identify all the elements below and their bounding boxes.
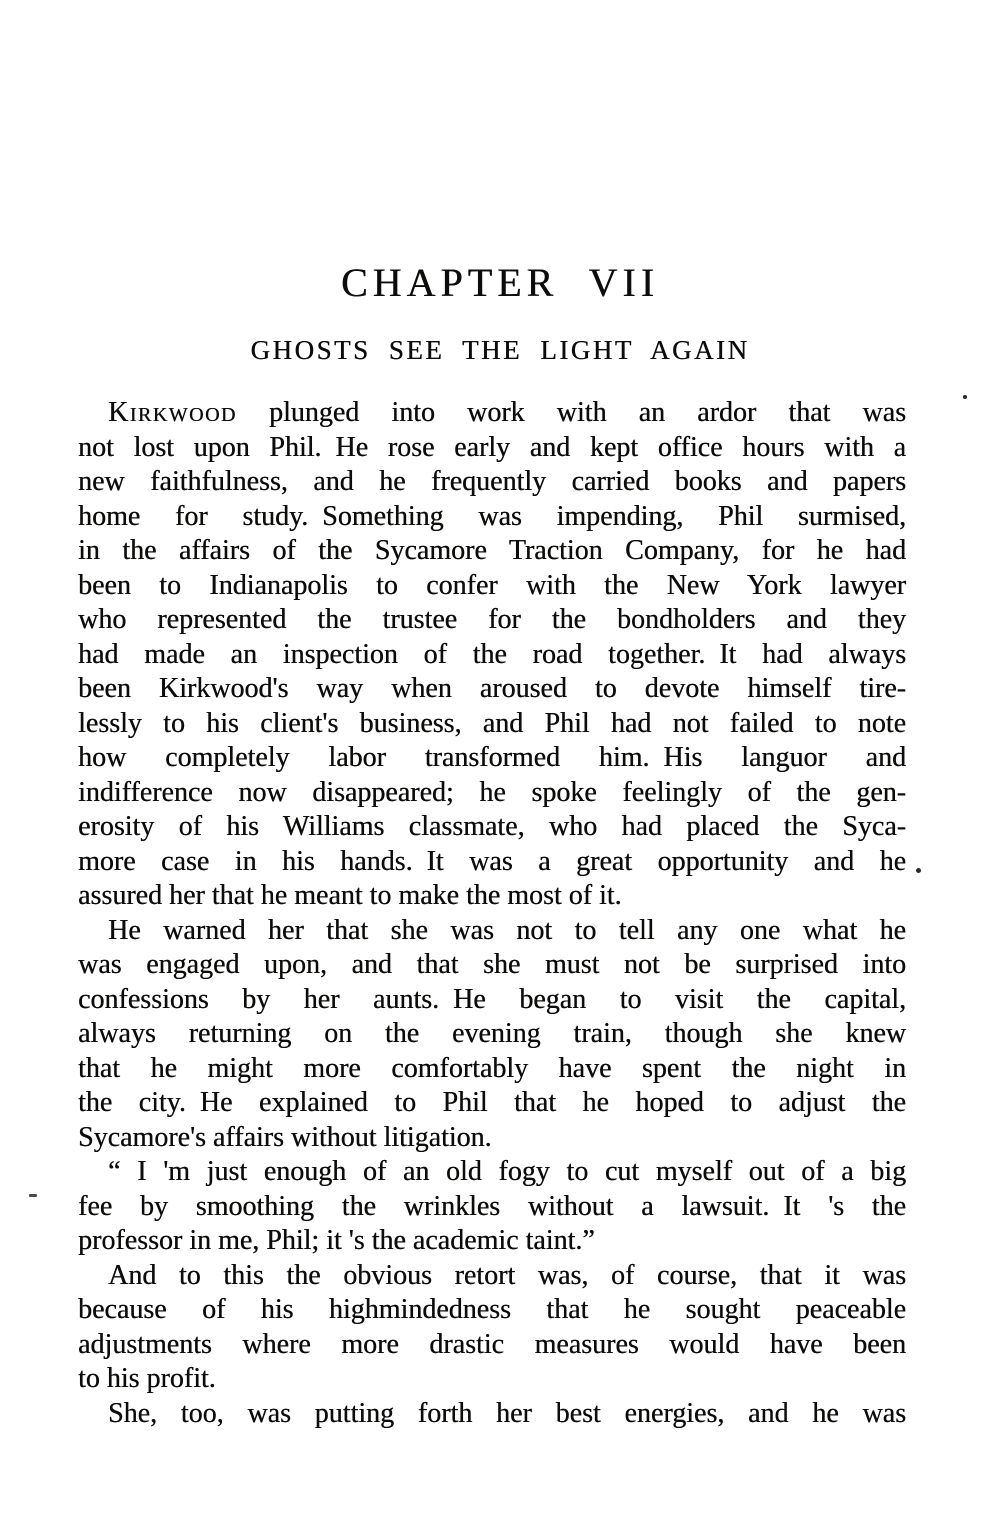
scan-speck	[29, 1194, 37, 1197]
text-line: was engaged upon, and that she must not be surprised into	[78, 949, 906, 980]
text-line: professor in me, Phil; it 's the academic taint.”	[78, 1225, 595, 1256]
scan-speck	[963, 395, 967, 399]
text-line: He warned her that she was not to tell any one what he	[108, 914, 906, 946]
text-line: new faithfulness, and he frequently carried books and papers	[78, 466, 906, 497]
text-line: And to this the obvious retort was, of course, that it was	[108, 1259, 906, 1291]
text-line: the city. He explained to Phil that he hoped to adjust the	[78, 1087, 906, 1118]
chapter-subheading: GHOSTS SEE THE LIGHT AGAIN	[250, 335, 750, 365]
text-line: She, too, was putting forth her best energies, and he was	[108, 1397, 906, 1429]
scan-speck	[916, 868, 921, 873]
text-line: been to Indianapolis to confer with the New York lawyer	[78, 569, 906, 601]
text-line: confessions by her aunts. He began to visit the capital,	[78, 983, 906, 1015]
text-line: because of his highmindedness that he sought peaceable	[78, 1294, 906, 1325]
text-line: indifference now disappeared; he spoke feelingly of the gen-	[78, 776, 906, 808]
text-line: more case in his hands. It was a great opportunity and he	[78, 845, 906, 877]
text-line: not lost upon Phil. He rose early and kept office hours with a	[78, 431, 906, 463]
text-line: in the affairs of the Sycamore Traction Company, for he had	[78, 535, 906, 566]
text-line: Kirkwood plunged into work with an ardor that was	[108, 397, 906, 428]
text-line: fee by smoothing the wrinkles without a lawsuit. It 's the	[78, 1190, 906, 1222]
text-line: Sycamore's affairs without litigation.	[78, 1121, 492, 1153]
text-line: home for study. Something was impending, Phil surmised,	[78, 500, 906, 532]
small-caps-lead-word: Kirkwood	[108, 397, 237, 428]
text-line: who represented the trustee for the bondholders and they	[78, 604, 906, 635]
text-line: that he might more comfortably have spent the night in	[78, 1052, 906, 1084]
text-line: to his profit.	[78, 1363, 216, 1394]
body-text-block	[78, 396, 906, 1431]
text-line: erosity of his Williams classmate, who had placed the Syca-	[78, 811, 906, 842]
text-line: “ I 'm just enough of an old fogy to cut myself out of a big	[108, 1156, 906, 1187]
text-line: been Kirkwood's way when aroused to devote himself tire-	[78, 673, 906, 704]
chapter-heading: CHAPTER VII	[340, 260, 660, 305]
text-line: adjustments where more drastic measures would have been	[78, 1328, 906, 1360]
text-line: assured her that he meant to make the most of it.	[78, 880, 622, 911]
text-line: how completely labor transformed him. His languor and	[78, 742, 906, 773]
text-line: had made an inspection of the road together. It had always	[78, 638, 906, 670]
text-line: lessly to his client's business, and Phil had not failed to note	[78, 707, 906, 739]
text-line: always returning on the evening train, though she knew	[78, 1018, 906, 1049]
